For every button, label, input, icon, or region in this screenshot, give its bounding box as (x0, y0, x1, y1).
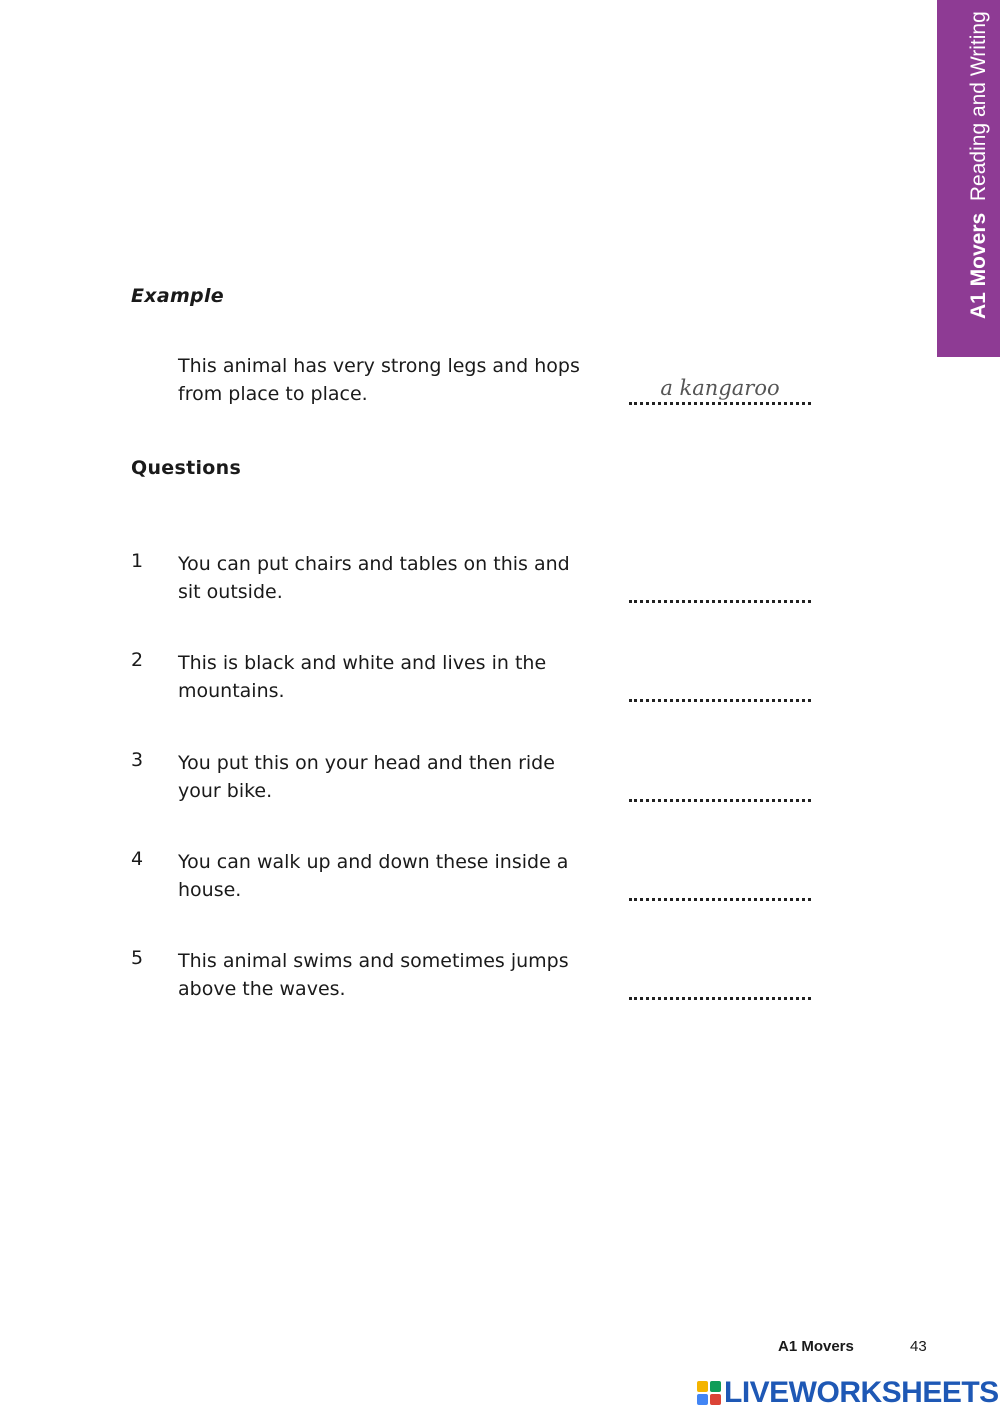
example-item (131, 352, 831, 422)
question-item-2 (131, 649, 831, 719)
question-number: 4 (131, 848, 144, 870)
answer-field-5[interactable] (629, 977, 811, 1000)
side-tab (937, 0, 1000, 357)
question-item-1 (131, 550, 831, 620)
liveworksheets-wordmark: LIVEWORKSHEETS (724, 1376, 999, 1409)
question-text: This is black and white and lives in the mountains. (178, 652, 547, 702)
side-tab-level: A1 Movers (967, 212, 990, 319)
side-tab-title (968, 11, 989, 319)
answer-field-1[interactable] (629, 580, 811, 603)
question-text: You put this on your head and then ride your bike. (178, 752, 555, 802)
example-heading: Example (131, 285, 224, 307)
answer-field-3[interactable] (629, 779, 811, 802)
question-number: 3 (131, 749, 144, 771)
questions-heading: Questions (131, 457, 242, 479)
question-number: 5 (131, 947, 144, 969)
answer-field-4[interactable] (629, 878, 811, 901)
answer-field-2[interactable] (629, 679, 811, 702)
question-text: You can put chairs and tables on this and sit outside. (178, 553, 570, 603)
side-tab-section: Reading and Writing (967, 11, 990, 202)
page-number: 43 (910, 1338, 927, 1355)
question-text: This animal swims and sometimes jumps above the waves. (178, 950, 569, 1000)
question-number: 2 (131, 649, 144, 671)
footer-label: A1 Movers (778, 1338, 854, 1355)
liveworksheets-icon (697, 1381, 721, 1405)
example-answer: a kangaroo (660, 376, 780, 400)
example-answer-line (629, 376, 811, 405)
example-text: This animal has very strong legs and hops from place to place. (178, 355, 580, 405)
question-item-5 (131, 947, 831, 1017)
question-item-3 (131, 749, 831, 819)
question-number: 1 (131, 550, 144, 572)
liveworksheets-logo (697, 1376, 999, 1410)
question-text: You can walk up and down these inside a house. (178, 851, 569, 901)
question-item-4 (131, 848, 831, 918)
